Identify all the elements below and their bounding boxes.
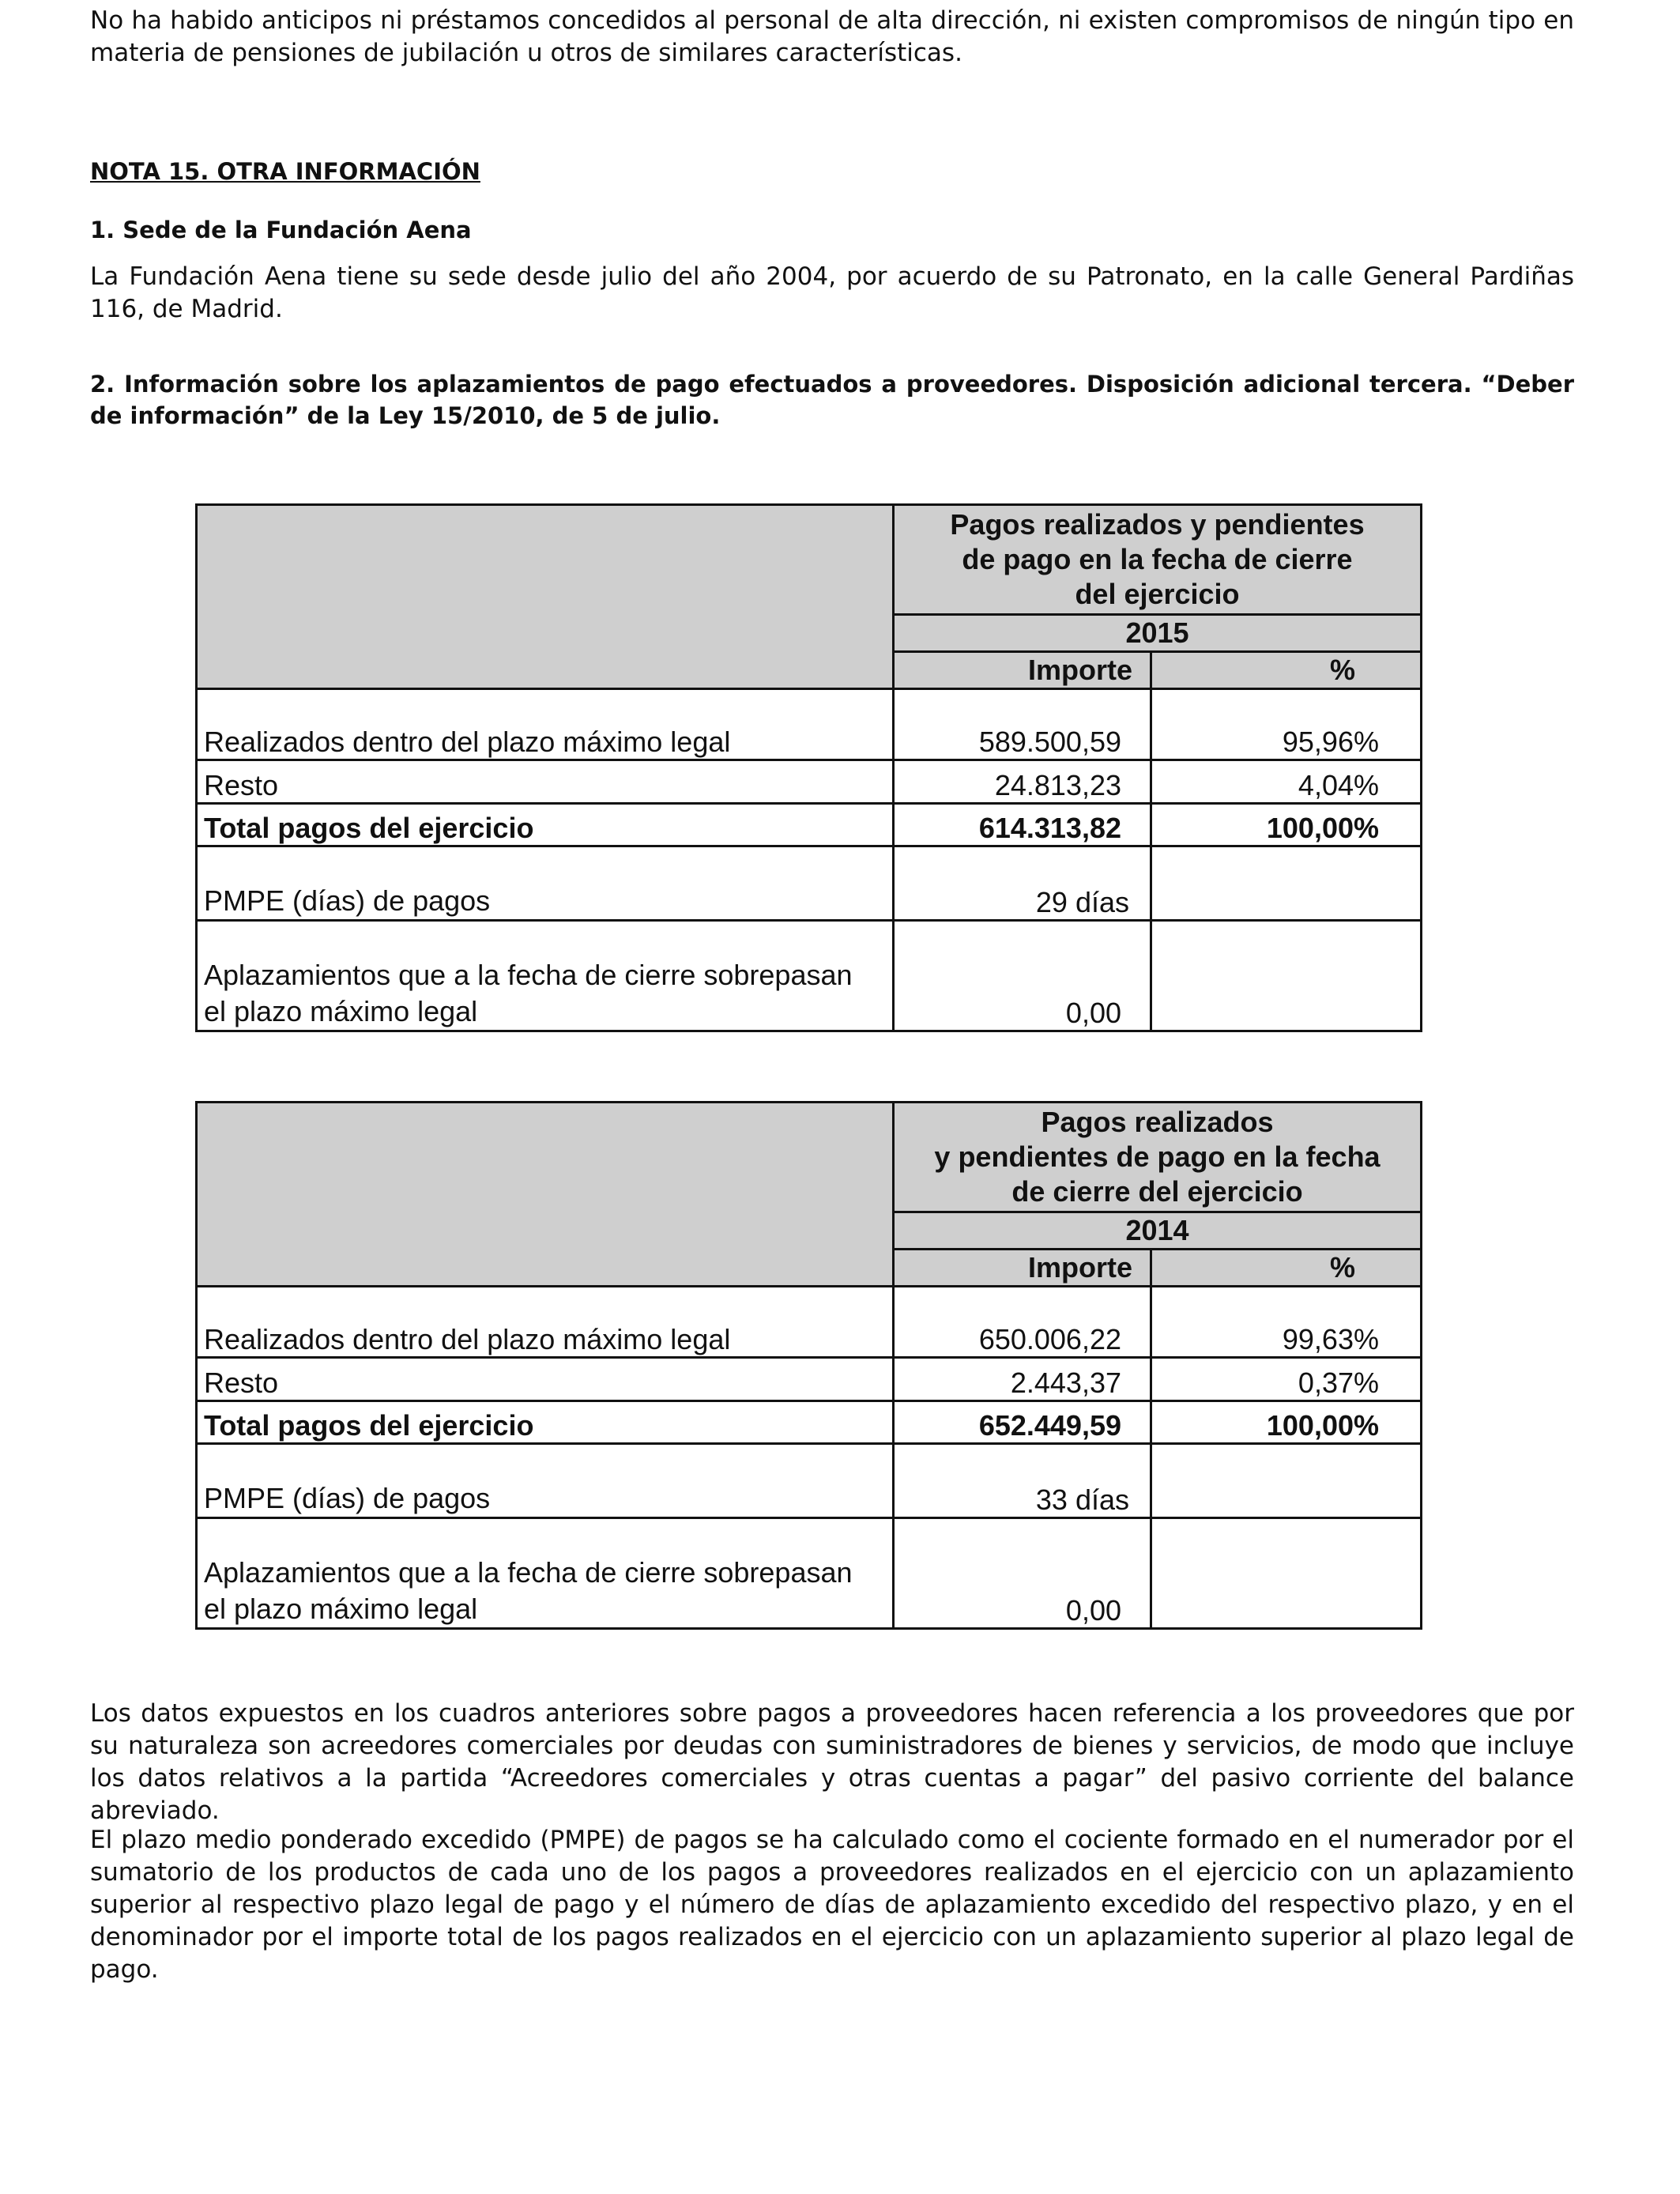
row-label: Realizados dentro del plazo máximo legal	[197, 1287, 894, 1358]
row-amount: 614.313,82	[894, 804, 1151, 846]
column-header-percent: %	[1151, 1250, 1422, 1287]
intro-paragraph: No ha habido anticipos ni préstamos concedidos al personal de alta dirección, ni existen compromisos de ningún tipo en materia de pensiones de jubilación u otros de similares características.	[90, 6, 1574, 67]
table-header-year: 2014	[894, 1212, 1422, 1250]
row-label: Total pagos del ejercicio	[197, 804, 894, 846]
table-row	[197, 1358, 1422, 1401]
table-header-year: 2015	[894, 615, 1422, 652]
row-amount: 0,00	[894, 921, 1151, 1031]
row-amount: 24.813,23	[894, 760, 1151, 804]
table-row-deferrals	[197, 1518, 1422, 1629]
note-title: NOTA 15. OTRA INFORMACIÓN	[90, 158, 480, 185]
row-label: Aplazamientos que a la fecha de cierre sobrepasan el plazo máximo legal	[197, 921, 894, 1031]
table-row-total	[197, 1401, 1422, 1444]
row-percent: 100,00%	[1151, 1401, 1422, 1444]
row-label: Resto	[197, 1358, 894, 1401]
row-amount: 0,00	[894, 1518, 1151, 1629]
row-percent: 0,37%	[1151, 1358, 1422, 1401]
column-header-importe: Importe	[894, 652, 1151, 689]
empty-cell	[1151, 846, 1422, 921]
table-row-pmpe	[197, 846, 1422, 921]
table-header-title: Pagos realizados y pendientes de pago en la fecha de cierre del ejercicio	[894, 1103, 1422, 1212]
header-blank-cell	[197, 1103, 894, 1287]
row-label: PMPE (días) de pagos	[197, 1444, 894, 1518]
column-header-percent: %	[1151, 652, 1422, 689]
row-amount: 33 días	[894, 1444, 1151, 1518]
payments-table-2015	[195, 503, 1422, 1032]
row-percent: 4,04%	[1151, 760, 1422, 804]
row-label: Resto	[197, 760, 894, 804]
table-row-pmpe	[197, 1444, 1422, 1518]
empty-cell	[1151, 921, 1422, 1031]
payments-table-2014	[195, 1101, 1422, 1630]
row-amount: 2.443,37	[894, 1358, 1151, 1401]
table-row	[197, 760, 1422, 804]
row-amount: 652.449,59	[894, 1401, 1151, 1444]
row-amount: 29 días	[894, 846, 1151, 921]
table-row-total	[197, 804, 1422, 846]
row-amount: 589.500,59	[894, 689, 1151, 760]
section2-title: 2. Información sobre los aplazamientos de pago efectuados a proveedores. Disposición adicional tercera. “Deber de información” de la Ley 15/2010, de 5 de julio.	[90, 371, 1574, 429]
empty-cell	[1151, 1518, 1422, 1629]
header-blank-cell	[197, 505, 894, 689]
table-row-deferrals	[197, 921, 1422, 1031]
empty-cell	[1151, 1444, 1422, 1518]
row-label: Aplazamientos que a la fecha de cierre sobrepasan el plazo máximo legal	[197, 1518, 894, 1629]
closing-paragraph-1: Los datos expuestos en los cuadros anteriores sobre pagos a proveedores hacen referencia a los proveedores que por su naturaleza son acreedores comerciales por deudas con suministradores de bienes y servicios, de modo que incluye los datos relativos a la partida “Acreedores comerciales y otras cuentas a pagar” del pasivo corriente del balance abreviado.	[90, 1699, 1574, 1825]
table-header-title: Pagos realizados y pendientes de pago en la fecha de cierre del ejercicio	[894, 505, 1422, 615]
row-percent: 100,00%	[1151, 804, 1422, 846]
row-percent: 99,63%	[1151, 1287, 1422, 1358]
section1-title: 1. Sede de la Fundación Aena	[90, 217, 472, 243]
row-label: Realizados dentro del plazo máximo legal	[197, 689, 894, 760]
table-row	[197, 689, 1422, 760]
row-label: PMPE (días) de pagos	[197, 846, 894, 921]
column-header-importe: Importe	[894, 1250, 1151, 1287]
row-percent: 95,96%	[1151, 689, 1422, 760]
section1-text: La Fundación Aena tiene su sede desde julio del año 2004, por acuerdo de su Patronato, en la calle General Pardiñas 116, de Madrid.	[90, 262, 1574, 323]
row-label: Total pagos del ejercicio	[197, 1401, 894, 1444]
table-row	[197, 1287, 1422, 1358]
row-amount: 650.006,22	[894, 1287, 1151, 1358]
closing-paragraph-2: El plazo medio ponderado excedido (PMPE) de pagos se ha calculado como el cociente formado en el numerador por el sumatorio de los productos de cada uno de los pagos a proveedores realizados en el ejercicio con un aplazamiento superior al respectivo plazo legal de pago y el número de días de aplazamiento excedido del respectivo plazo, y en el denominador por el importe total de los pagos realizados en el ejercicio con un aplazamiento superior al plazo legal de pago.	[90, 1826, 1574, 1984]
